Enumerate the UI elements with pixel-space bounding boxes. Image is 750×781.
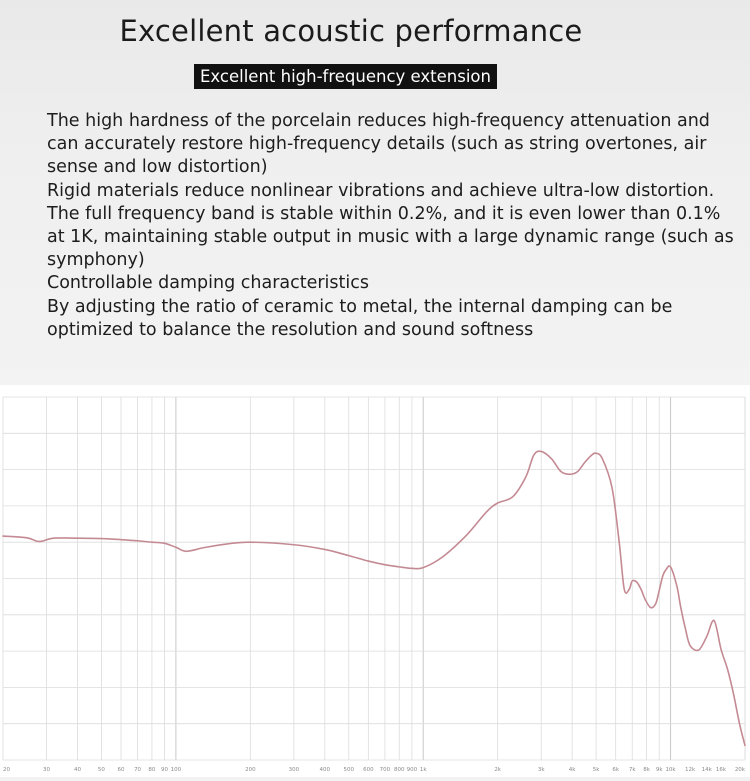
frequency-response-svg <box>0 385 750 777</box>
description-paragraph-1: The high hardness of the porcelain reduces high-frequency attenuation and can accurately restore high-frequency details (such as string overtones, air sense and low distortion) <box>47 111 710 178</box>
hero-section <box>0 0 750 385</box>
chart-grid <box>3 397 745 760</box>
x-tick-label: 500 <box>343 767 355 773</box>
x-tick-label: 10k <box>665 767 676 773</box>
x-tick-label: 900 <box>406 767 418 773</box>
x-tick-label: 4k <box>568 767 576 773</box>
description-block <box>47 110 737 342</box>
description-paragraph-3: Controllable damping characteristics <box>47 273 369 294</box>
x-tick-label: 14k <box>701 767 712 773</box>
x-tick-label: 7k <box>628 767 636 773</box>
frequency-response-line <box>3 451 745 745</box>
x-tick-label: 8k <box>643 767 650 773</box>
x-tick-label: 100 <box>170 767 182 773</box>
x-tick-label: 3k <box>537 767 545 773</box>
x-tick-label: 200 <box>245 767 256 773</box>
frequency-response-chart <box>0 385 750 777</box>
x-tick-label: 30 <box>43 767 51 773</box>
x-tick-labels <box>3 767 746 773</box>
x-tick-label: 90 <box>161 767 169 773</box>
x-tick-label: 400 <box>319 767 331 773</box>
x-tick-label: 700 <box>379 767 391 773</box>
subtitle-text: Excellent high-frequency extension <box>194 64 497 89</box>
x-tick-label: 9k <box>655 767 663 773</box>
x-tick-label: 5k <box>592 767 600 773</box>
x-tick-label: 300 <box>288 767 300 773</box>
x-tick-label: 800 <box>393 767 405 773</box>
x-tick-label: 16k <box>715 767 727 773</box>
x-tick-label: 2k <box>494 767 502 773</box>
x-tick-label: 600 <box>363 767 374 773</box>
x-tick-label: 12k <box>685 767 696 773</box>
description-paragraph-2: Rigid materials reduce nonlinear vibrations and achieve ultra-low distortion. The full frequency band is stable within 0.2%, and it is even lower than 0.1% at 1K, maintaining stable output in music with a large dynamic range (such as symphony) <box>47 180 734 271</box>
description-paragraph-4: By adjusting the ratio of ceramic to metal, the internal damping can be optimized to balance the resolution and sound softness <box>47 296 673 340</box>
x-tick-label: 50 <box>97 767 105 773</box>
x-tick-label: 20k <box>734 767 745 773</box>
page-title: Excellent acoustic performance <box>119 14 583 48</box>
x-tick-label: 80 <box>148 767 156 773</box>
x-tick-label: 40 <box>73 767 81 773</box>
x-tick-label: 20 <box>3 767 10 773</box>
x-tick-label: 6k <box>612 767 620 773</box>
subtitle-banner <box>194 64 518 89</box>
x-tick-label: 1k <box>419 767 427 773</box>
x-tick-label: 70 <box>134 767 142 773</box>
x-tick-label: 60 <box>117 767 125 773</box>
